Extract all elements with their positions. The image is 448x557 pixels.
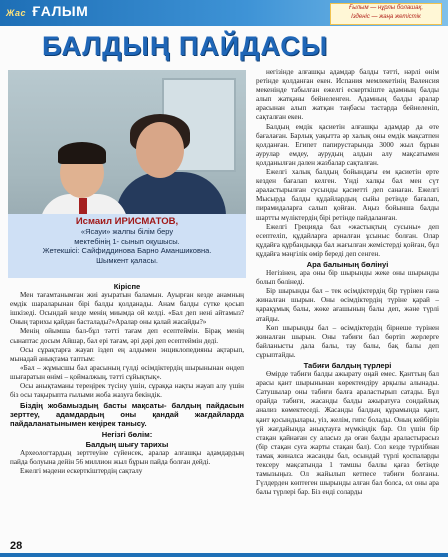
caption-line-1: «Ясауи» жалпы білім беру (80, 227, 174, 236)
right-paragraph-3: Ежелгі халық балдың бойындағы ем қасиетін ерте кезден бағалап келген. Үнді халқы бал мен сүт араластырылған сусынды қасиетті деп санаған. Ежелгі Мысырда балды құдайлардың сыйы ретінде бағалап, пирамидаларға салып қойған. Аңыз бойынша балды шартты мүліктердің бірі ретінде пайдаланған. (256, 168, 439, 222)
right-paragraph-2: Балдың емдік қасиетін алғашқы адамдар да өте бағалаған. Барлық уақытта әр халық оны емдік мақсатпен қолданған. Египет папирустарында 3000 жыл бұрын аурулар емдеу, аурудың алдын алу мақсатымен қолданылған дәлен жазбалар сақталған. (256, 122, 439, 167)
brand-small-text: Жас (6, 8, 26, 18)
left-paragraph-4: «Бал – жұмысшы бал арасының гүлді өсімдіктердің шырынынан өндеп шығаратын өнімі – қоймалжың, тәтті сұйықтық». (10, 363, 244, 381)
promo-line-2: Ізденіс — жаңа жетістік (351, 14, 421, 20)
left-paragraph-3: Осы сұрақтарға жауап іздеп ең алдымен энциклопедияны ақтарып, мынадай анықтама таптым: (10, 345, 244, 363)
promo-box (330, 3, 442, 25)
intro-heading: Кіріспе (113, 282, 141, 291)
left-paragraph-6: Археологтардың зерттеуіне сүйенсек, аралар алғашқы адамдардың пайда болуына дейін 56 миллион жыл бұрын пайда болған дейді. (10, 448, 244, 466)
left-paragraph-1: Мен тағамтанымған жиі ауыратын баламын. Ауырған кезде анамның емдік шараларынан бірі балды қолданады. Анам балды сүтке қосып ішкізеді. Осындай кезде менің миымда ой келді. «Бал деп нені айтамыз? Оның тарихы қайдан басталады?»Аралар оны қалай жасайды?» (10, 291, 244, 327)
photo-teacher-face (136, 122, 184, 178)
page-number: 28 (10, 540, 23, 552)
caption-line-2: мектебінің 1- сынып оқушысы. (74, 236, 180, 246)
left-paragraph-2: Менің ойымша бал-бұл тәтті тағам деп есептеймін. Бірақ менің сынаптас досым Айшар, бал ерi тағам, әрі дәрі деп есептеймін деді. (10, 327, 244, 345)
right-paragraph-5: Негізінен, ара оны бір шырынды жеке оны шырынды болып бөлінеді. (256, 269, 439, 287)
caption-line-3: Жетекшісі: Сайфиддинова Барно Аманшиковна. (42, 246, 212, 255)
history-heading: Балдың шығу тарихы (85, 439, 169, 449)
left-paragraph-7: Ежелгі мәдени ескерткіштердің сақталу (20, 466, 143, 475)
photo-caption (8, 214, 246, 278)
right-paragraph-1: негізінде алғашқы адамдар балды тәтті, нәрлі өнім ретінде қолданған екен. Испания мемлекетінің Валенсия мекенінде табылған ежелгі ескерткіште адамның балды алып жатқаны бейнеленген. Адамның балды аралар арасынан алып жатқан таңбасы тастарда бейнеленіп, сақталған екен. (256, 68, 439, 122)
natural-honey-heading: Табиғи балдың түрлері (303, 361, 392, 370)
left-column (10, 281, 244, 476)
magazine-brand (6, 3, 88, 19)
header-bar (0, 0, 448, 26)
right-column (256, 68, 439, 497)
right-paragraph-7: Көп шырынды бал – өсімдіктердің бірнеше түрінен жиналған шырын. Оны табиғи бал бөртiп жерлерге байланысты дала балы, тау балы, бақ балы деп сұрыптайды. (256, 323, 439, 359)
photo-student-hair (58, 142, 106, 164)
bee-honey-heading: Ара балының бөлінуі (306, 259, 389, 269)
author-name: Исмаил ИРИСМАТОВ, (75, 216, 179, 227)
brand-text: ҒАЛЫМ (32, 3, 89, 19)
left-paragraph-5: Осы анықтаманы терeңірек түсіну үшін, сұраққа нақты жауап алу үшін біз осы тақырыпта ғылыми жоба жазуға бекіндік. (10, 382, 244, 400)
caption-line-4: Шымкент қаласы. (96, 255, 158, 265)
footer-strip (0, 553, 448, 557)
promo-line-1: Ғылым — нұрлы болашақ, (348, 5, 423, 11)
main-part-heading: Негізгі бөлім: (101, 429, 153, 439)
right-paragraph-8: Өмірде табиғи балды ажырату оңай емес. Қанттың бал арасы қант шырынынан көректендіру арқылы алынады. Сатушылар оны табиғи балға араластырып сатады. Бұл орайда табиғи, жасанды балды ажыратуға сондайлық анализ көмектеседі. Жасанды балдың құрамында қант, қант қосындылары, уіз, желім, гипс болады. Оның кейбірін үй жағдайында анықтауға мүмкіндік бар. Ол үшін бір стақан қайнаған су аласыз да оған балды араластырасыз (бір стақан суға жарты стақан бал). Сол кезде түрлібнан тамақ жиналса жасанды бал, осындай түрлі қоспаларды тексеру мақсатында 1 тамшы баллы қағаз бетінде тамызыңыз. Ол жайылып кетпесе табиғи болғаны. Гүлдерден көптеген шырынды алған бал болса, ол оны ара балы түрлері бар. Біз енді соларды (256, 370, 439, 497)
goal-paragraph: Біздің жобамыздың басты мақсаты- балдың пайдасын зерттеу, адамдардың оны қандай жағдайларда пайдаланатынымен кеңірек танысу. (10, 401, 244, 429)
right-paragraph-6: Бір шырынды бал – тек өсімдіктердің бір түрінен ғана жиналған шырын. Оны өсімдіктердің түріне қарай – қарақұмық балы, жөке ағашының балы деп, және түрлі атайды. (256, 287, 439, 323)
article-title: БАЛДЫҢ ПАЙДАСЫ (42, 31, 329, 61)
right-paragraph-4: Ежелгі Грецияда бал «жастықтың сусыны» деп есептеліп, құдайларға арналған ұсыныс болған. Олар құдайға құрбандыққа бал жағылған жемістерді қойған, бұл құдайға мәңгілік өмір береді деп сенген. (256, 222, 439, 258)
